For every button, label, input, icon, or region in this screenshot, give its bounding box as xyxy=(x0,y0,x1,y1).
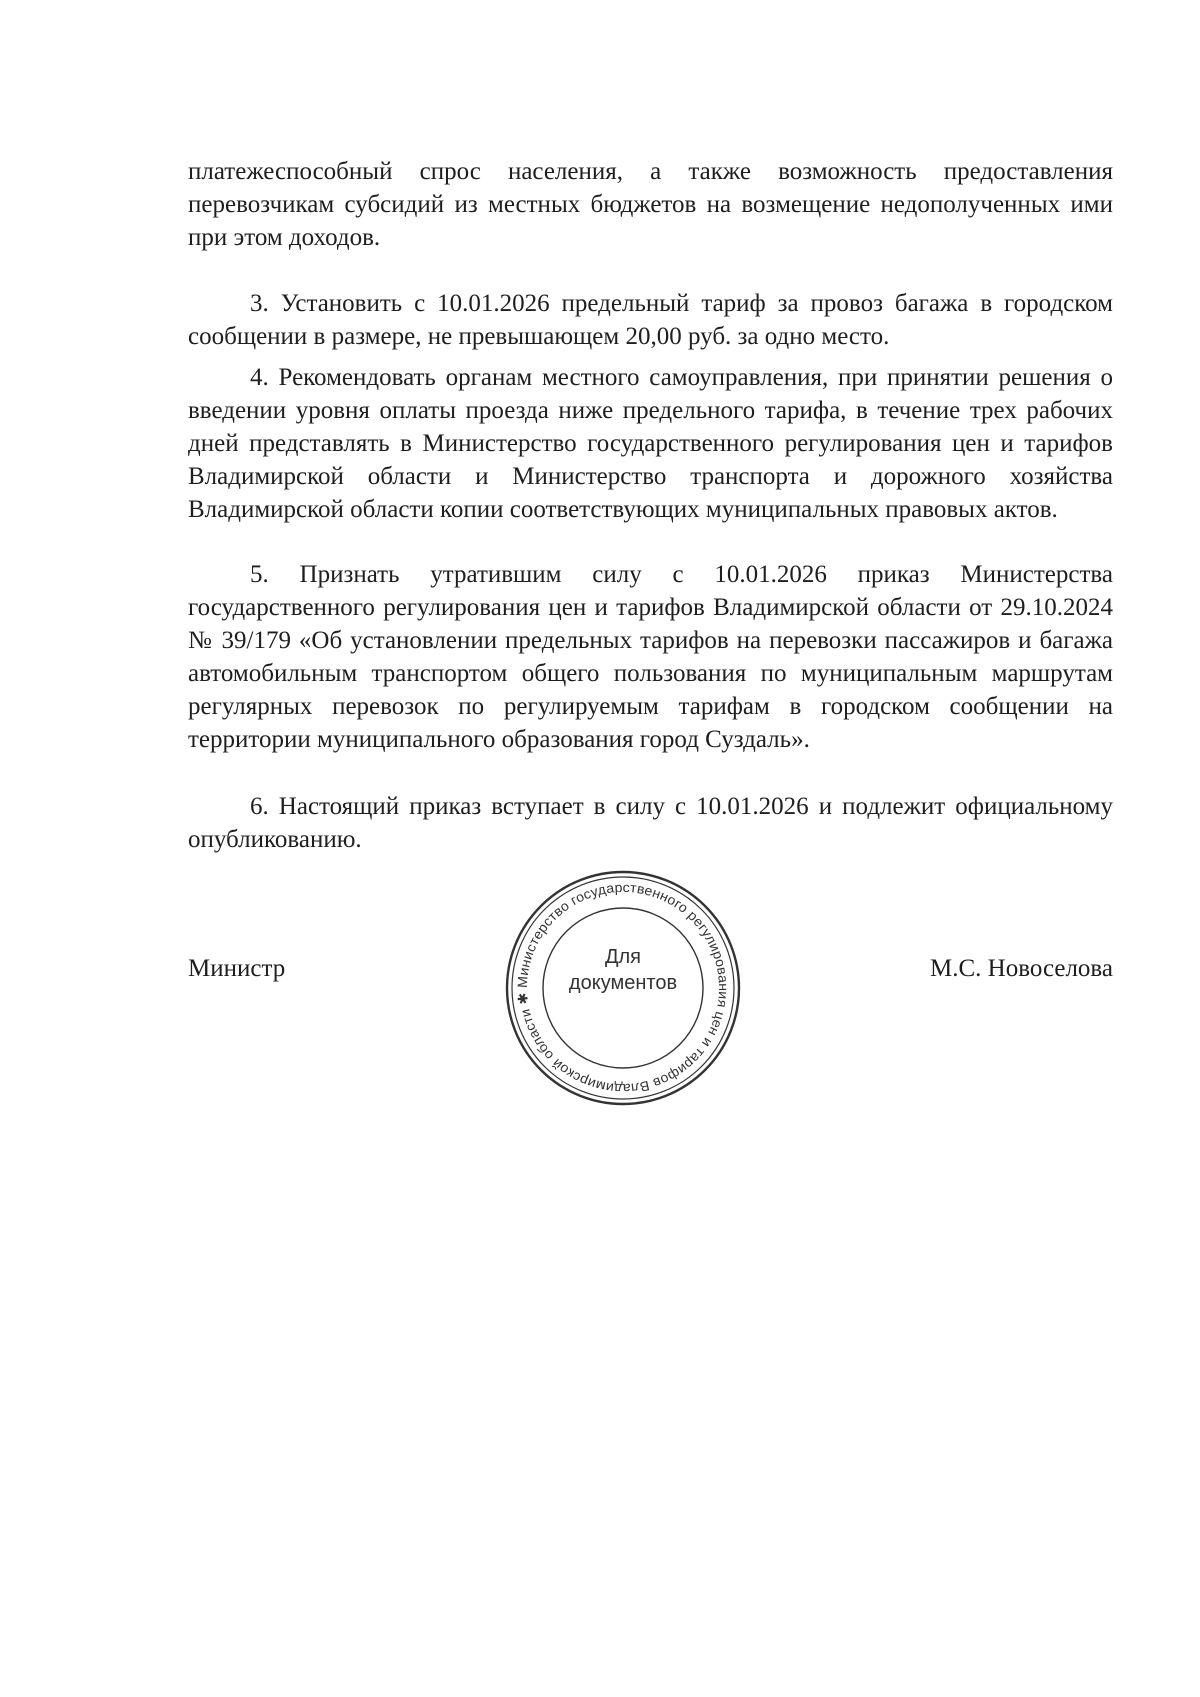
paragraph-continuation xyxy=(188,155,1113,254)
minister-title: Министр xyxy=(188,955,286,982)
paragraph-6: 6. Настоящий приказ вступает в силу с 10.01.2026 и подлежит официальному опубликованию. xyxy=(188,793,1113,853)
minister-name: М.С. Новоселова xyxy=(929,955,1113,982)
paragraph-continuation-text: платежеспособный спрос населения, а также возможность предоставления перевозчикам субсидий из местных бюджетов на возмещение недополученных ими при этом доходов. xyxy=(188,158,1113,251)
seal-center-line-1: Для xyxy=(604,946,642,968)
paragraph-5: 5. Признать утратившим силу с 10.01.2026 приказ Министерства государственного регулирования цен и тарифов Владимирской области от 29.10.2024 № 39/179 «Об установлении предельных тарифов на перевозки пассажиров и багажа автомобильным транспортом общего пользования по муниципальным маршрутам регулярных перевозок по регулируемым тарифам в городском сообщении на территории муниципального образования город Суздаль». xyxy=(188,561,1113,753)
paragraph-3: 3. Установить с 10.01.2026 предельный тариф за провоз багажа в городском сообщении в размере, не превышающем 20,00 руб. за одно место. xyxy=(188,290,1113,350)
seal-ring-text: Министерство государственного регулирования цен и тарифов Владимирской области ✱ xyxy=(514,879,732,1097)
seal-center-line-2: документов xyxy=(568,972,678,994)
seal-center-text xyxy=(553,944,693,996)
paragraph-4: 4. Рекомендовать органам местного самоуправления, при принятии решения о введении уровня оплаты проезда ниже предельного тарифа, в течение трех рабочих дней представлять в Министерство государственного регулирования цен и тарифов Владимирской области и Министерство транспорта и дорожного хозяйства Владимирской области копии соответствующих муниципальных правовых актов. xyxy=(188,364,1113,523)
